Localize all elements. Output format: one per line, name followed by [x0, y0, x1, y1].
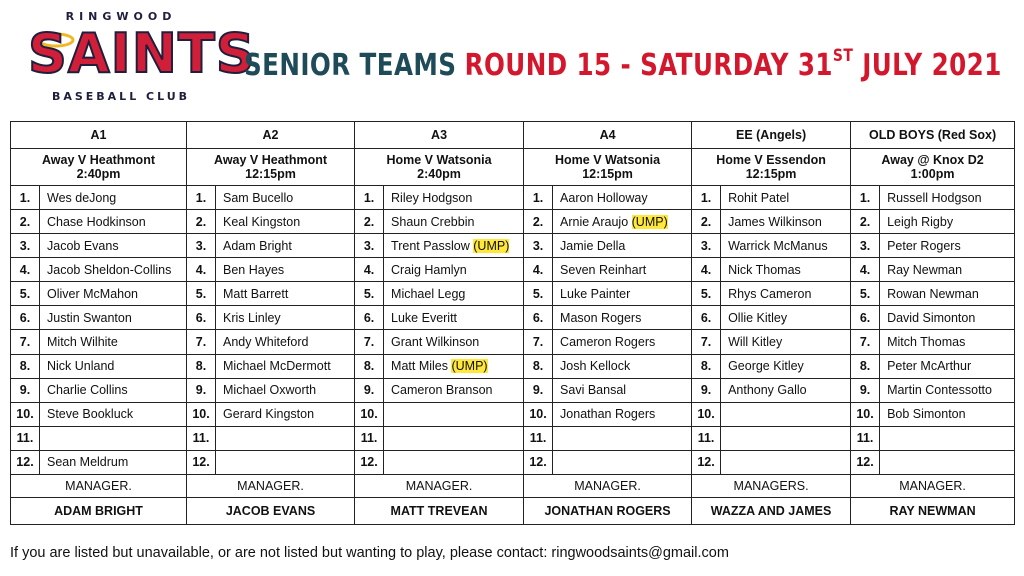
- player-name-cell: [384, 402, 524, 426]
- player-name: Russell Hodgson: [887, 190, 982, 205]
- player-name-cell: [40, 330, 187, 354]
- batting-order-number: 11.: [692, 426, 721, 450]
- player-name-cell: [721, 282, 851, 306]
- batting-order-number: 12.: [524, 450, 553, 474]
- player-name: Chase Hodkinson: [47, 214, 146, 229]
- manager-name: MATT TREVEAN: [355, 498, 524, 525]
- batting-order-number: 12.: [11, 450, 40, 474]
- player-name: Sam Bucello: [223, 190, 294, 205]
- batting-order-number: 10.: [692, 402, 721, 426]
- player-name-cell: [721, 354, 851, 378]
- team-roster-table: [10, 121, 1015, 525]
- batting-order-number: 6.: [355, 306, 384, 330]
- batting-order-number: 8.: [355, 354, 384, 378]
- title-date-tail: JULY 2021: [853, 48, 1002, 83]
- batting-order-number: 5.: [187, 282, 216, 306]
- player-name: Anthony Gallo: [728, 383, 807, 398]
- batting-order-number: 11.: [851, 426, 880, 450]
- manager-label-row: [11, 475, 1015, 498]
- player-name: Jamie Della: [560, 238, 626, 253]
- player-name: Nick Thomas: [728, 262, 801, 277]
- player-row: [11, 378, 1015, 402]
- batting-order-number: 8.: [692, 354, 721, 378]
- player-name: Gerard Kingston: [223, 407, 315, 422]
- player-name-cell: [721, 234, 851, 258]
- manager-name: RAY NEWMAN: [851, 498, 1015, 525]
- player-name-cell: [880, 426, 1015, 450]
- player-name-cell: [553, 330, 692, 354]
- batting-order-number: 4.: [692, 258, 721, 282]
- player-name-cell: [880, 210, 1015, 234]
- player-name-cell: [553, 282, 692, 306]
- player-name-cell: [880, 330, 1015, 354]
- fixture-opponent: Home V Watsonia: [386, 153, 492, 167]
- manager-name: WAZZA AND JAMES: [692, 498, 851, 525]
- umpire-tag: (UMP): [473, 238, 510, 253]
- player-name-cell: [880, 354, 1015, 378]
- player-name: Mitch Thomas: [887, 335, 966, 349]
- player-name-cell: [216, 210, 355, 234]
- player-name-cell: [384, 354, 524, 378]
- player-row: [11, 282, 1015, 306]
- player-name: Michael McDermott: [223, 359, 331, 374]
- fixture-time: 2:40pm: [76, 167, 121, 181]
- player-row: [11, 210, 1015, 234]
- batting-order-number: 3.: [11, 234, 40, 258]
- player-name: Grant Wilkinson: [391, 335, 480, 349]
- player-name-cell: [40, 234, 187, 258]
- player-name: Trent Passlow: [391, 238, 470, 253]
- player-name-cell: [721, 306, 851, 330]
- fixture-row: [11, 149, 1015, 186]
- player-name-cell: [40, 282, 187, 306]
- player-name-cell: [384, 234, 524, 258]
- player-name-cell: [216, 378, 355, 402]
- manager-label: MANAGER.: [11, 475, 187, 498]
- batting-order-number: 7.: [851, 330, 880, 354]
- player-name-cell: [553, 234, 692, 258]
- player-row: [11, 354, 1015, 378]
- player-name: Kris Linley: [223, 310, 281, 325]
- batting-order-number: 1.: [355, 186, 384, 210]
- player-name: Charlie Collins: [47, 383, 128, 398]
- player-name-cell: [553, 450, 692, 474]
- player-name: Steve Bookluck: [47, 407, 134, 422]
- manager-name-row: [11, 498, 1015, 525]
- player-name: Andy Whiteford: [223, 335, 309, 349]
- batting-order-number: 10.: [11, 402, 40, 426]
- player-name: Leigh Rigby: [887, 214, 954, 229]
- player-row: [11, 186, 1015, 210]
- player-name: Oliver McMahon: [47, 286, 138, 301]
- batting-order-number: 1.: [851, 186, 880, 210]
- logo-main-text: SAINTS: [28, 22, 256, 85]
- batting-order-number: 12.: [692, 450, 721, 474]
- player-name: Ollie Kitley: [728, 310, 788, 325]
- fixture-header: [851, 149, 1015, 186]
- player-name: Bob Simonton: [887, 407, 966, 422]
- player-name-cell: [553, 210, 692, 234]
- player-name-cell: [553, 378, 692, 402]
- player-name-cell: [880, 282, 1015, 306]
- player-name-cell: [40, 450, 187, 474]
- player-row: [11, 258, 1015, 282]
- player-name-cell: [553, 258, 692, 282]
- player-name: Nick Unland: [47, 359, 115, 374]
- contact-footer: If you are listed but unavailable, or are not listed but wanting to play, please contact: ringwoodsaints@gmail.com: [10, 545, 729, 561]
- player-name: Seven Reinhart: [560, 262, 647, 277]
- player-name-cell: [721, 258, 851, 282]
- batting-order-number: 6.: [187, 306, 216, 330]
- batting-order-number: 3.: [187, 234, 216, 258]
- player-name-cell: [880, 306, 1015, 330]
- manager-name: JONATHAN ROGERS: [524, 498, 692, 525]
- player-name-cell: [553, 354, 692, 378]
- player-name: Wes deJong: [47, 190, 117, 205]
- player-name-cell: [721, 402, 851, 426]
- umpire-tag: (UMP): [631, 214, 668, 229]
- player-name: Jacob Evans: [47, 238, 119, 253]
- manager-name: JACOB EVANS: [187, 498, 355, 525]
- fixture-opponent: Home V Watsonia: [555, 153, 661, 167]
- player-row: [11, 450, 1015, 474]
- fixture-time: 1:00pm: [910, 167, 955, 181]
- batting-order-number: 12.: [851, 450, 880, 474]
- batting-order-number: 4.: [524, 258, 553, 282]
- player-name-cell: [216, 234, 355, 258]
- fixture-header: [355, 149, 524, 186]
- player-name-cell: [384, 186, 524, 210]
- player-name-cell: [880, 378, 1015, 402]
- player-name-cell: [384, 450, 524, 474]
- player-name: Warrick McManus: [728, 238, 828, 253]
- player-name-cell: [384, 282, 524, 306]
- player-name-cell: [553, 426, 692, 450]
- batting-order-number: 1.: [692, 186, 721, 210]
- batting-order-number: 5.: [851, 282, 880, 306]
- title-round: [465, 48, 1002, 83]
- player-name-cell: [40, 378, 187, 402]
- player-name-cell: [721, 330, 851, 354]
- player-row: [11, 306, 1015, 330]
- player-row: [11, 426, 1015, 450]
- batting-order-number: 8.: [851, 354, 880, 378]
- team-name-header: A4: [524, 122, 692, 149]
- batting-order-number: 7.: [692, 330, 721, 354]
- player-name: Shaun Crebbin: [391, 214, 475, 229]
- player-name: Michael Legg: [391, 286, 466, 301]
- batting-order-number: 11.: [524, 426, 553, 450]
- batting-order-number: 5.: [692, 282, 721, 306]
- player-name: Josh Kellock: [560, 359, 631, 374]
- player-name-cell: [40, 306, 187, 330]
- club-logo: [28, 6, 256, 114]
- player-name: Jonathan Rogers: [560, 407, 656, 422]
- fixture-opponent: Home V Essendon: [716, 153, 826, 167]
- player-name: Keal Kingston: [223, 214, 301, 229]
- team-name-header: A3: [355, 122, 524, 149]
- player-name-cell: [384, 306, 524, 330]
- batting-order-number: 1.: [524, 186, 553, 210]
- player-name: Adam Bright: [223, 238, 292, 253]
- batting-order-number: 8.: [187, 354, 216, 378]
- manager-label: MANAGER.: [355, 475, 524, 498]
- player-name-cell: [553, 306, 692, 330]
- batting-order-number: 11.: [187, 426, 216, 450]
- player-name-cell: [384, 426, 524, 450]
- batting-order-number: 9.: [355, 378, 384, 402]
- player-row: [11, 234, 1015, 258]
- batting-order-number: 3.: [851, 234, 880, 258]
- logo-bottom-text: BASEBALL CLUB: [51, 90, 191, 103]
- player-name: Jacob Sheldon-Collins: [47, 262, 172, 277]
- player-name: Luke Everitt: [391, 310, 458, 325]
- player-name: Matt Barrett: [223, 286, 289, 301]
- logo-top-text: RINGWOOD: [65, 10, 177, 23]
- fixture-time: 12:15pm: [245, 167, 296, 181]
- player-name-cell: [40, 186, 187, 210]
- batting-order-number: 3.: [524, 234, 553, 258]
- player-name-cell: [40, 258, 187, 282]
- player-name-cell: [721, 426, 851, 450]
- batting-order-number: 11.: [355, 426, 384, 450]
- fixture-time: 12:15pm: [745, 167, 797, 181]
- player-name-cell: [384, 378, 524, 402]
- player-name-cell: [216, 402, 355, 426]
- batting-order-number: 2.: [524, 210, 553, 234]
- player-name-cell: [40, 354, 187, 378]
- batting-order-number: 4.: [851, 258, 880, 282]
- batting-order-number: 10.: [524, 402, 553, 426]
- batting-order-number: 9.: [11, 378, 40, 402]
- player-name: Cameron Rogers: [560, 335, 656, 349]
- player-name: Luke Painter: [560, 286, 631, 301]
- batting-order-number: 9.: [692, 378, 721, 402]
- batting-order-number: 4.: [11, 258, 40, 282]
- batting-order-number: 5.: [524, 282, 553, 306]
- batting-order-number: 11.: [11, 426, 40, 450]
- player-name: Peter Rogers: [887, 238, 961, 253]
- player-name: Arnie Araujo: [560, 214, 629, 229]
- player-name: Will Kitley: [728, 335, 783, 349]
- batting-order-number: 9.: [851, 378, 880, 402]
- player-name: Rowan Newman: [887, 286, 979, 301]
- player-name-cell: [40, 426, 187, 450]
- player-name-cell: [216, 258, 355, 282]
- batting-order-number: 4.: [355, 258, 384, 282]
- player-name: Aaron Holloway: [560, 190, 648, 205]
- batting-order-number: 10.: [851, 402, 880, 426]
- team-name-row: [11, 122, 1015, 149]
- fixture-opponent: Away @ Knox D2: [881, 153, 984, 167]
- manager-label: MANAGERS.: [692, 475, 851, 498]
- player-name-cell: [40, 210, 187, 234]
- batting-order-number: 7.: [355, 330, 384, 354]
- batting-order-number: 10.: [355, 402, 384, 426]
- player-name: Mitch Wilhite: [47, 335, 118, 349]
- player-rows: [11, 186, 1015, 475]
- batting-order-number: 1.: [11, 186, 40, 210]
- player-name: Martin Contessotto: [887, 383, 992, 398]
- umpire-tag: (UMP): [451, 359, 488, 374]
- player-name-cell: [721, 186, 851, 210]
- batting-order-number: 12.: [187, 450, 216, 474]
- batting-order-number: 6.: [11, 306, 40, 330]
- player-name: Michael Oxworth: [223, 383, 317, 398]
- player-name-cell: [880, 258, 1015, 282]
- fixture-time: 12:15pm: [582, 167, 633, 181]
- team-name-header: EE (Angels): [692, 122, 851, 149]
- batting-order-number: 6.: [524, 306, 553, 330]
- player-name-cell: [553, 402, 692, 426]
- player-name: James Wilkinson: [728, 214, 822, 229]
- fixture-time: 2:40pm: [417, 167, 461, 181]
- fixture-header: [692, 149, 851, 186]
- batting-order-number: 10.: [187, 402, 216, 426]
- player-name-cell: [880, 186, 1015, 210]
- batting-order-number: 3.: [355, 234, 384, 258]
- team-name-header: A2: [187, 122, 355, 149]
- fixture-header: [524, 149, 692, 186]
- title-senior-teams: SENIOR TEAMS: [244, 48, 457, 83]
- batting-order-number: 3.: [692, 234, 721, 258]
- batting-order-number: 12.: [355, 450, 384, 474]
- player-name-cell: [40, 402, 187, 426]
- batting-order-number: 8.: [524, 354, 553, 378]
- player-name-cell: [216, 450, 355, 474]
- player-name-cell: [216, 282, 355, 306]
- title-round-text: ROUND 15 - SATURDAY 31: [464, 48, 833, 83]
- player-name-cell: [721, 450, 851, 474]
- player-name: Cameron Branson: [391, 383, 493, 398]
- player-name: Rhys Cameron: [728, 286, 812, 301]
- player-name: Sean Meldrum: [47, 455, 129, 470]
- manager-label: MANAGER.: [187, 475, 355, 498]
- team-name-header: A1: [11, 122, 187, 149]
- batting-order-number: 6.: [851, 306, 880, 330]
- batting-order-number: 5.: [11, 282, 40, 306]
- batting-order-number: 1.: [187, 186, 216, 210]
- fixture-opponent: Away V Heathmont: [214, 153, 328, 167]
- player-name-cell: [880, 402, 1015, 426]
- batting-order-number: 9.: [524, 378, 553, 402]
- page-title: [244, 48, 1002, 83]
- player-name-cell: [216, 306, 355, 330]
- player-name: Ray Newman: [887, 262, 963, 277]
- player-name-cell: [721, 210, 851, 234]
- title-date-suffix: ST: [832, 46, 854, 66]
- batting-order-number: 7.: [524, 330, 553, 354]
- manager-label: MANAGER.: [851, 475, 1015, 498]
- player-name: Justin Swanton: [47, 310, 132, 325]
- player-name: George Kitley: [728, 359, 804, 374]
- batting-order-number: 4.: [187, 258, 216, 282]
- player-name: Matt Miles: [391, 359, 448, 374]
- player-name: Savi Bansal: [560, 383, 627, 398]
- batting-order-number: 8.: [11, 354, 40, 378]
- batting-order-number: 2.: [851, 210, 880, 234]
- fixture-header: [11, 149, 187, 186]
- player-name-cell: [384, 330, 524, 354]
- player-name-cell: [384, 210, 524, 234]
- manager-label: MANAGER.: [524, 475, 692, 498]
- batting-order-number: 2.: [11, 210, 40, 234]
- player-name: Ben Hayes: [223, 262, 285, 277]
- batting-order-number: 2.: [187, 210, 216, 234]
- player-name-cell: [216, 426, 355, 450]
- player-name: David Simonton: [887, 310, 976, 325]
- player-row: [11, 330, 1015, 354]
- player-name: Craig Hamlyn: [391, 262, 467, 277]
- player-name-cell: [384, 258, 524, 282]
- batting-order-number: 2.: [692, 210, 721, 234]
- player-name-cell: [880, 450, 1015, 474]
- batting-order-number: 5.: [355, 282, 384, 306]
- batting-order-number: 7.: [11, 330, 40, 354]
- player-name-cell: [216, 186, 355, 210]
- player-name: Rohit Patel: [728, 190, 790, 205]
- manager-name: ADAM BRIGHT: [11, 498, 187, 525]
- player-name-cell: [553, 186, 692, 210]
- player-row: [11, 402, 1015, 426]
- fixture-header: [187, 149, 355, 186]
- batting-order-number: 9.: [187, 378, 216, 402]
- batting-order-number: 2.: [355, 210, 384, 234]
- team-name-header: OLD BOYS (Red Sox): [851, 122, 1015, 149]
- player-name-cell: [721, 378, 851, 402]
- player-name: Peter McArthur: [887, 359, 972, 374]
- player-name-cell: [216, 354, 355, 378]
- batting-order-number: 6.: [692, 306, 721, 330]
- fixture-opponent: Away V Heathmont: [42, 153, 155, 167]
- player-name: Riley Hodgson: [391, 190, 473, 205]
- player-name-cell: [216, 330, 355, 354]
- player-name: Mason Rogers: [560, 310, 642, 325]
- player-name-cell: [880, 234, 1015, 258]
- batting-order-number: 7.: [187, 330, 216, 354]
